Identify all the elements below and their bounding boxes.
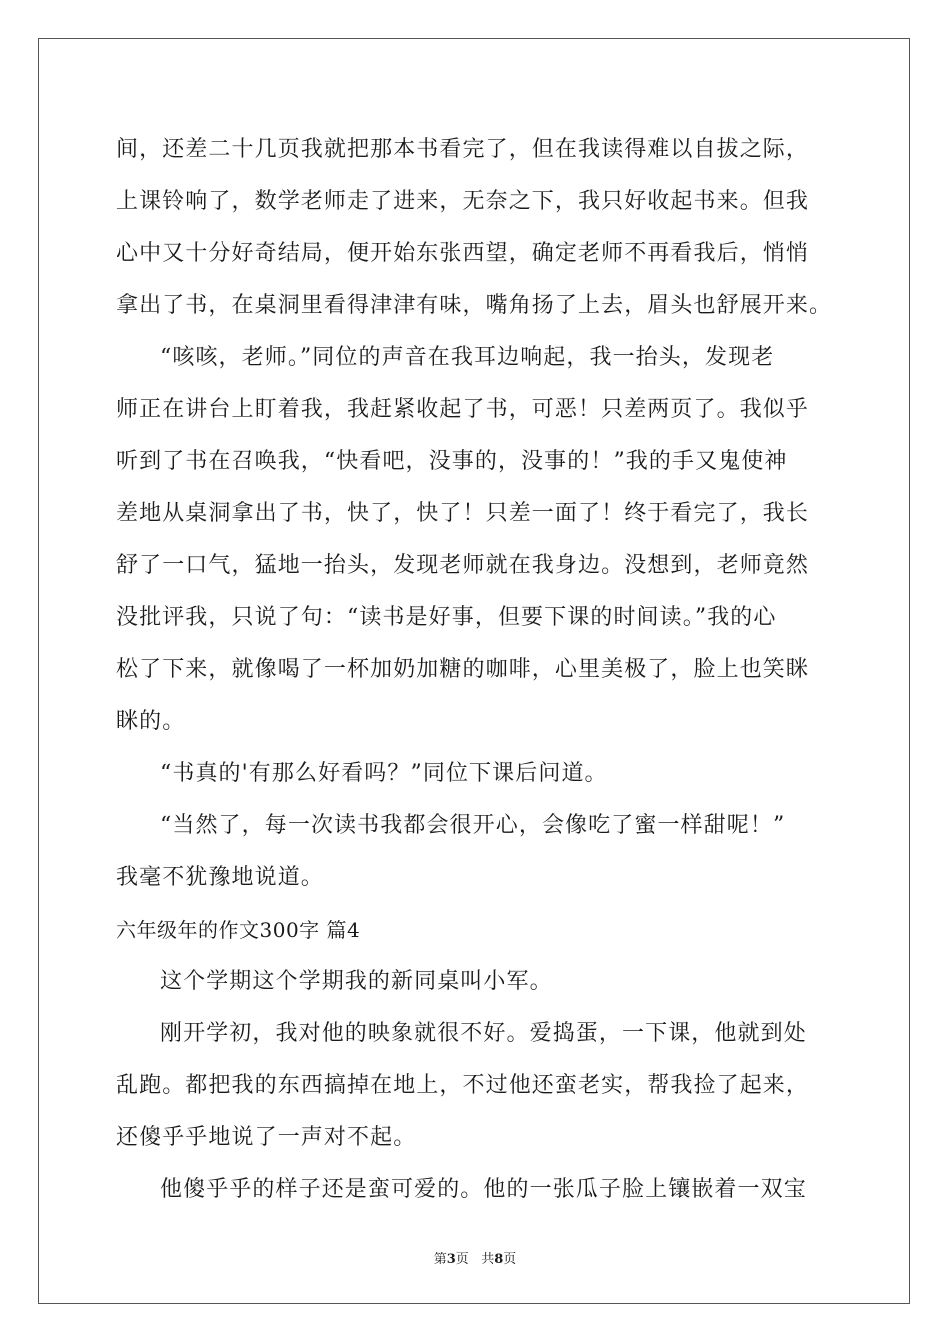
text-line: 师正在讲台上盯着我，我赶紧收起了书，可恶！只差两页了。我似乎 [116,397,810,422]
text-line: “书真的'有那么好看吗？”同位下课后问道。 [160,761,608,786]
text-line: 上课铃响了，数学老师走了进来，无奈之下，我只好收起书来。但我 [116,189,810,214]
page-prefix: 第 [433,1252,447,1267]
text-line: 舒了一口气，猛地一抬头，发现老师就在我身边。没想到，老师竟然 [116,553,810,578]
text-line: 听到了书在召唤我，“快看吧，没事的，没事的！”我的手又鬼使神 [116,449,788,474]
text-line: 眯的。 [116,709,186,734]
section-heading: 六年级年的作文300字 篇4 [116,918,361,942]
text-line: 刚开学初，我对他的映象就很不好。爱捣蛋，一下课，他就到处 [160,1021,807,1046]
page-footer [0,1248,950,1267]
page-total: 8 [494,1252,504,1267]
text-line: “咳咳，老师。”同位的声音在我耳边响起，我一抬头，发现老 [160,345,775,370]
text-line: 心中又十分好奇结局，便开始东张西望，确定老师不再看我后，悄悄 [116,241,810,266]
text-line: “当然了，每一次读书我都会很开心，会像吃了蜜一样甜呢！” [160,813,786,838]
text-line: 间，还差二十几页我就把那本书看完了，但在我读得难以自拔之际， [116,137,810,162]
text-line: 乱跑。都把我的东西搞掉在地上，不过他还蛮老实，帮我捡了起来， [116,1073,810,1098]
page-current: 3 [446,1252,456,1267]
text-line: 差地从桌洞拿出了书，快了，快了！只差一面了！终于看完了，我长 [116,501,810,526]
page-suffix: 页 [503,1252,517,1267]
text-line: 他傻乎乎的样子还是蛮可爱的。他的一张瓜子脸上镶嵌着一双宝 [160,1177,807,1202]
text-line: 没批评我，只说了句：“读书是好事，但要下课的时间读。”我的心 [116,605,777,630]
text-line: 我毫不犹豫地说道。 [116,865,324,890]
text-line: 这个学期这个学期我的新同桌叫小军。 [160,969,553,994]
text-line: 还傻乎乎地说了一声对不起。 [116,1125,417,1150]
text-line: 松了下来，就像喝了一杯加奶加糖的咖啡，心里美极了，脸上也笑眯 [116,657,810,682]
page-mid: 页 共 [455,1252,495,1267]
text-line: 拿出了书，在桌洞里看得津津有味，嘴角扬了上去，眉头也舒展开来。 [116,293,833,318]
